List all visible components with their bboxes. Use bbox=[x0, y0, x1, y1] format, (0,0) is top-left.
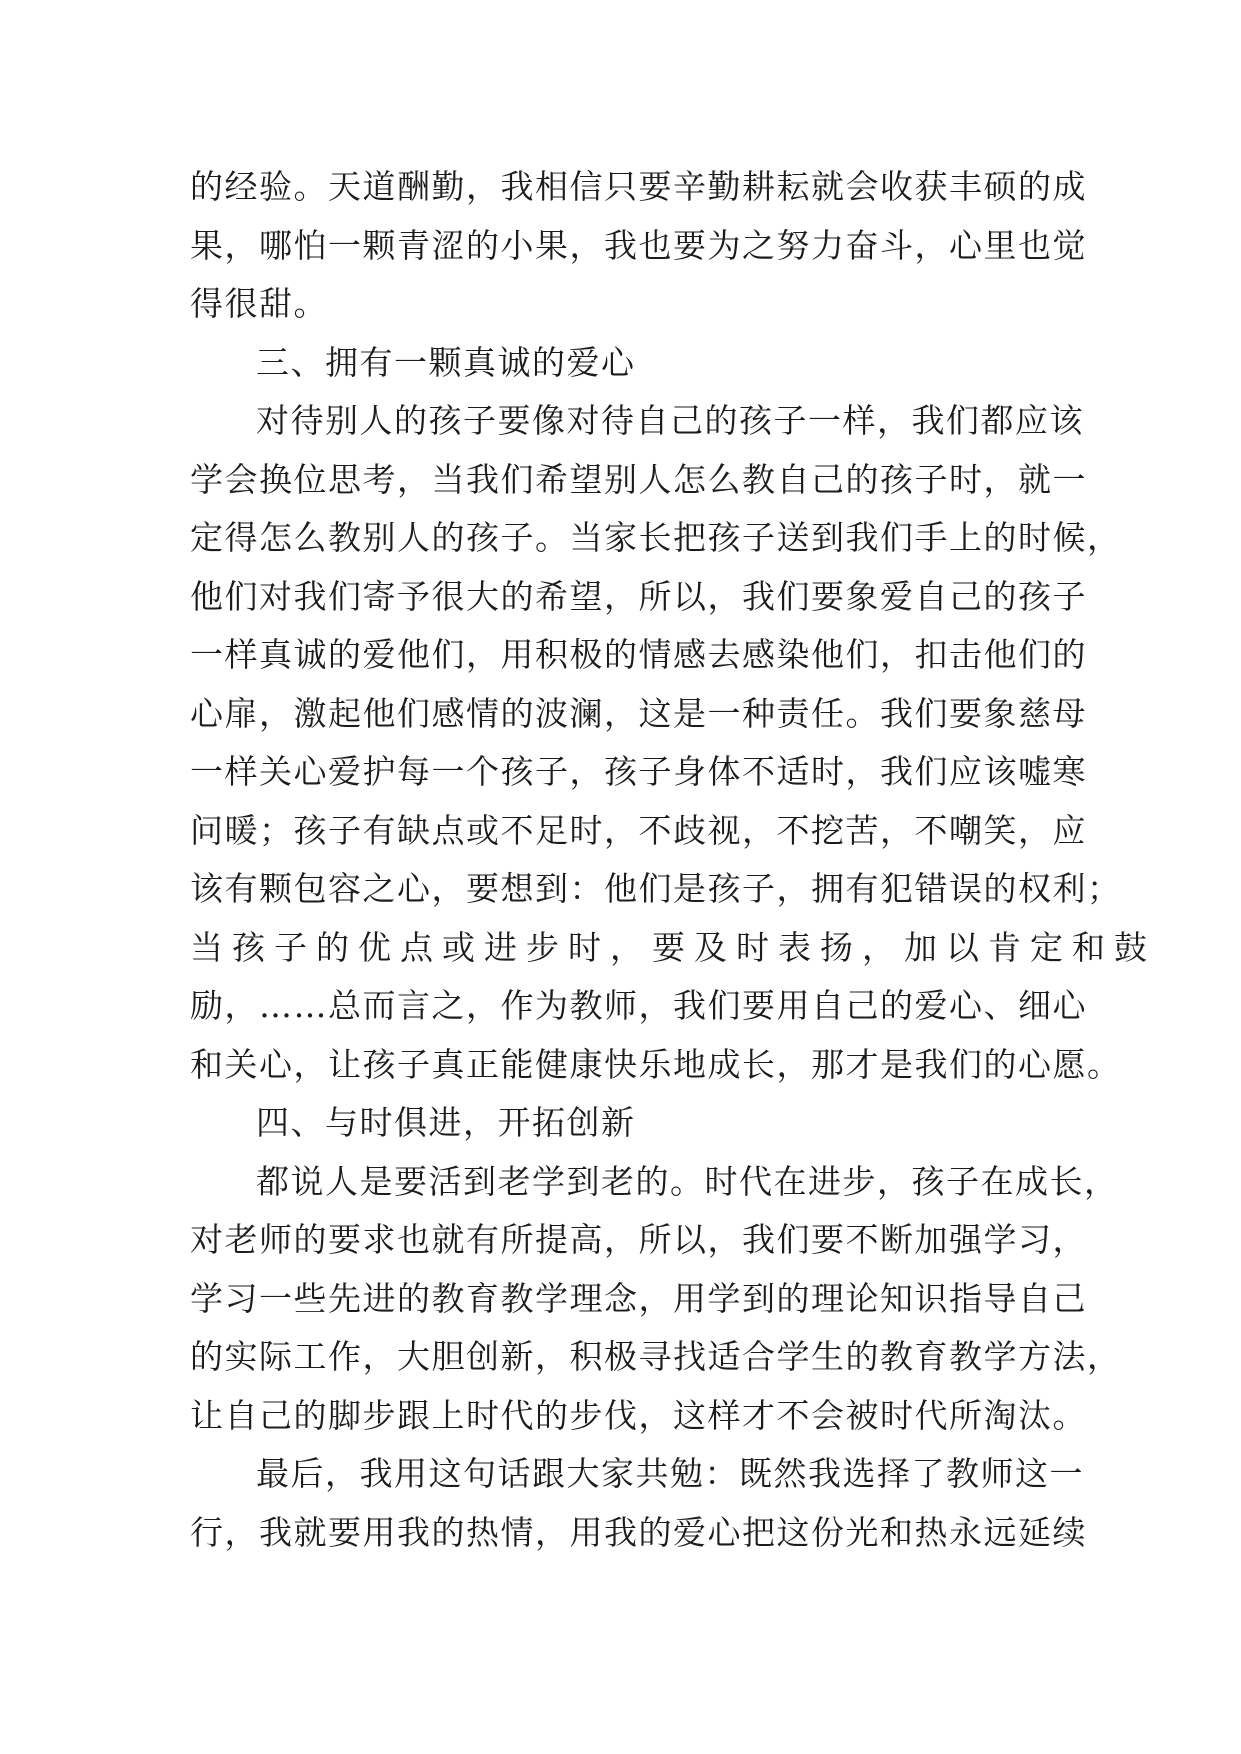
text-line: 对待别人的孩子要像对待自己的孩子一样，我们都应该 bbox=[256, 401, 1084, 440]
text-line: 学习一些先进的教育教学理念，用学到的理论知识指导自己 bbox=[190, 1278, 1087, 1318]
paragraph-progress bbox=[190, 1153, 1122, 1446]
text-line: 的经验。天道酬勤，我相信只要辛勤耕耘就会收获丰硕的成 bbox=[190, 167, 1087, 206]
text-line: 他们对我们寄予很大的希望，所以，我们要象爱自己的孩子 bbox=[190, 576, 1087, 616]
text-line: 心扉，激起他们感情的波澜，这是一种责任。我们要象慈母 bbox=[190, 693, 1087, 733]
text-line: 的实际工作，大胆创新，积极寻找适合学生的教育教学方法， bbox=[190, 1337, 1122, 1376]
paragraph-conclusion bbox=[190, 1445, 1087, 1562]
text-line: 果，哪怕一颗青涩的小果，我也要为之努力奋斗，心里也觉 bbox=[190, 225, 1087, 265]
text-line: 当孩子的优点或进步时，要及时表扬，加以肯定和鼓 bbox=[190, 927, 1156, 967]
text-line: 让自己的脚步跟上时代的步伐，这样才不会被时代所淘汰。 bbox=[190, 1395, 1087, 1435]
text-line: 都说人是要活到老学到老的。时代在进步，孩子在成长， bbox=[256, 1161, 1119, 1201]
document-page bbox=[190, 158, 1156, 1562]
paragraph-experience bbox=[190, 158, 1087, 334]
text-line: 行，我就要用我的热情，用我的爱心把这份光和热永远延续 bbox=[190, 1512, 1087, 1552]
text-line: 和关心，让孩子真正能健康快乐地成长，那才是我们的心愿。 bbox=[190, 1044, 1122, 1084]
text-line: 最后，我用这句话跟大家共勉：既然我选择了教师这一 bbox=[256, 1454, 1084, 1493]
text-line: 一样真诚的爱他们，用积极的情感去感染他们，扣击他们的 bbox=[190, 635, 1087, 674]
paragraph-love bbox=[190, 392, 1156, 1094]
text-line: 励，……总而言之，作为教师，我们要用自己的爱心、细心 bbox=[190, 986, 1087, 1025]
text-line: 该有颗包容之心，要想到：他们是孩子，拥有犯错误的权利； bbox=[190, 869, 1122, 908]
text-line: 得很甜。 bbox=[190, 284, 328, 323]
section-heading-4: 四、与时俱进，开拓创新 bbox=[256, 1103, 636, 1142]
text-line: 对老师的要求也就有所提高，所以，我们要不断加强学习， bbox=[190, 1220, 1087, 1259]
text-line: 学会换位思考，当我们希望别人怎么教自己的孩子时，就一 bbox=[190, 459, 1087, 499]
text-line: 问暖；孩子有缺点或不足时，不歧视，不挖苦，不嘲笑，应 bbox=[190, 810, 1087, 850]
section-heading-3: 三、拥有一颗真诚的爱心 bbox=[256, 342, 636, 382]
text-line: 一样关心爱护每一个孩子，孩子身体不适时，我们应该嘘寒 bbox=[190, 752, 1087, 791]
text-line: 定得怎么教别人的孩子。当家长把孩子送到我们手上的时候， bbox=[190, 518, 1122, 557]
